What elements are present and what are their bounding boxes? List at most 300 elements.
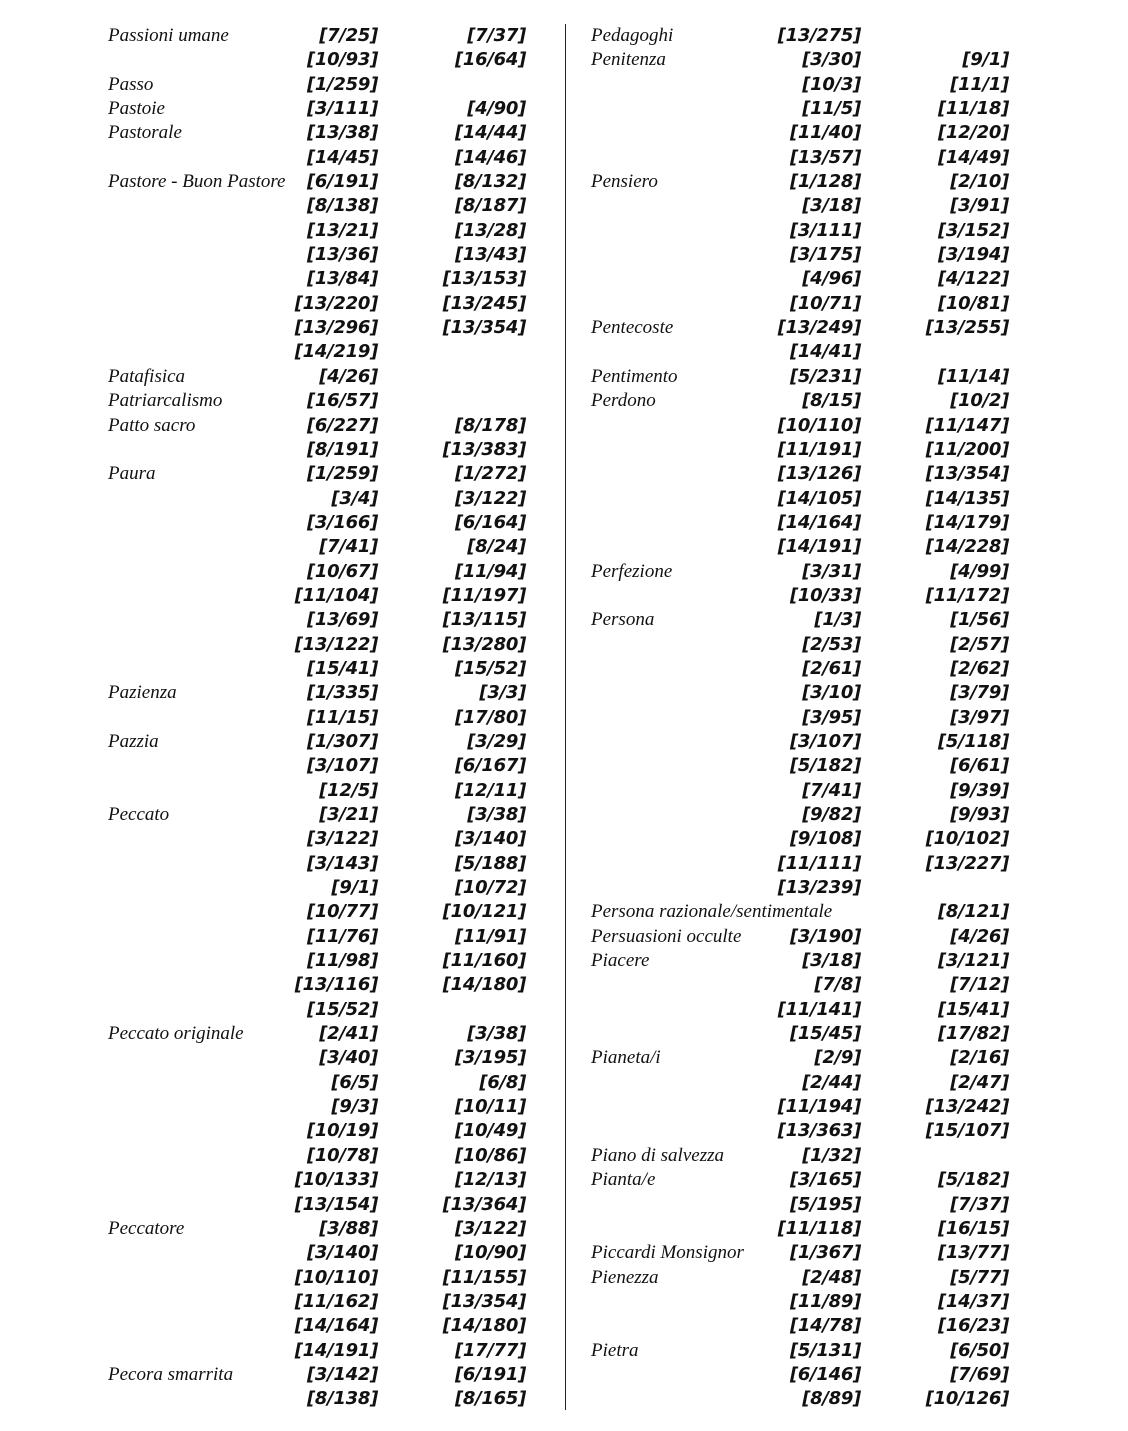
page-reference: [2/9] [814,1047,861,1069]
index-entry-row [108,194,526,218]
index-entry-row [591,1071,1009,1095]
index-entry-row [108,219,526,243]
page-reference: [10/67] [306,560,378,582]
index-entry-row [591,584,1009,608]
index-term: Pastorale [108,122,182,144]
page-reference: [15/41] [306,657,378,679]
page-reference: [11/191] [777,438,861,460]
page-reference: [10/126] [925,1388,1009,1410]
index-term: Persona razionale/sentimentale [591,901,833,923]
page-reference: [13/21] [306,219,378,241]
page-reference: [3/142] [306,1363,378,1385]
index-term: Pazzia [108,730,159,752]
index-entry-row [591,1022,1009,1046]
page-reference: [13/36] [306,244,378,266]
page-reference: [9/93] [950,804,1009,825]
index-entry-row [591,1387,1009,1411]
page-reference: [11/118] [777,1217,861,1239]
page-reference: [13/84] [306,268,378,290]
page-reference: [15/52] [454,657,526,679]
page-reference: [13/116] [294,974,378,996]
page-reference: [11/89] [789,1290,861,1312]
index-term: Piano di salvezza [591,1144,724,1166]
page-reference: [2/47] [950,1071,1009,1093]
page-reference: [7/25] [319,25,378,46]
index-entry-row [591,438,1009,462]
index-entry-row [591,827,1009,851]
page-reference: [13/57] [789,146,861,168]
index-entry-row [591,779,1009,803]
page-reference: [5/188] [454,852,526,874]
page-reference: [14/41] [789,341,861,363]
index-entry-row [108,1046,526,1070]
page-reference: [15/52] [306,998,378,1020]
page-reference: [14/46] [454,146,526,168]
index-term: Perfezione [591,560,673,582]
page-reference: [11/172] [925,584,1009,606]
page-reference: [3/194] [937,244,1009,266]
index-entry-row [108,900,526,924]
page-reference: [3/21] [319,804,378,825]
page-reference: [4/122] [937,268,1009,290]
page-reference: [13/354] [442,317,526,339]
page-reference: [13/242] [925,1096,1009,1118]
page-reference: [13/77] [937,1242,1009,1264]
page-reference: [17/82] [937,1023,1009,1045]
index-entry-row [591,900,1009,924]
index-term: Persona [591,609,655,631]
index-entry-row [108,706,526,730]
page-reference: [2/48] [802,1266,861,1288]
index-entry-row [108,1095,526,1119]
index-entry-row [108,1314,526,1338]
index-entry-row [591,340,1009,364]
page-reference: [3/122] [306,828,378,850]
index-entry-row [108,1168,526,1192]
index-entry-row [591,1241,1009,1265]
page-reference: [3/79] [950,682,1009,704]
page-reference: [10/49] [454,1120,526,1142]
index-entry-row [591,267,1009,291]
page-reference: [11/94] [454,560,526,582]
index-term: Piccardi Monsignor [591,1242,744,1264]
page-reference: [1/259] [306,463,378,485]
page-reference: [11/14] [937,365,1009,387]
page-reference: [7/8] [814,974,861,996]
index-entry-row [591,608,1009,632]
page-reference: [15/41] [937,998,1009,1020]
index-entry-row [108,511,526,535]
page-reference: [11/98] [306,950,378,972]
index-entry-row [591,511,1009,535]
index-term: Pastoie [108,98,165,120]
page-reference: [7/37] [467,25,526,46]
page-reference: [14/105] [777,487,861,509]
page-reference: [13/154] [294,1193,378,1215]
page-reference: [10/19] [306,1120,378,1142]
page-reference: [11/155] [442,1266,526,1288]
index-entry-row [591,389,1009,413]
page-reference: [6/146] [789,1363,861,1385]
page-reference: [7/41] [319,536,378,558]
page-reference: [12/13] [454,1169,526,1191]
index-term: Pedagoghi [591,25,674,46]
index-term: Patriarcalismo [108,390,223,412]
index-entry-row [591,170,1009,194]
index-term: Pietra [591,1339,639,1361]
index-entry-row [591,560,1009,584]
page-reference: [1/128] [789,171,861,193]
page-reference: [12/11] [454,779,526,801]
page-reference: [4/96] [802,268,861,290]
page-reference: [3/30] [802,49,861,71]
page-reference: [11/15] [306,706,378,728]
index-entry-row [108,462,526,486]
page-reference: [11/147] [925,414,1009,436]
page-reference: [10/72] [454,877,526,899]
page-reference: [14/191] [777,536,861,558]
page-reference: [17/80] [454,706,526,728]
page-reference: [10/81] [937,292,1009,314]
page-reference: [13/280] [442,633,526,655]
index-entry-row [108,267,526,291]
index-term: Pazienza [108,682,177,704]
index-entry-row [108,1290,526,1314]
index-entry-row [108,681,526,705]
index-entry-row [108,73,526,97]
index-entry-row [591,1095,1009,1119]
page-reference: [6/50] [950,1339,1009,1361]
index-entry-row [108,560,526,584]
page-reference: [8/89] [802,1388,861,1410]
index-entry-row [591,681,1009,705]
index-entry-row [591,535,1009,559]
page-reference: [13/354] [925,463,1009,485]
page-reference: [14/191] [294,1339,378,1361]
page-reference: [1/56] [950,609,1009,631]
page-reference: [3/166] [306,511,378,533]
page-reference: [13/115] [442,609,526,631]
page-reference: [13/43] [454,244,526,266]
index-entry-row [108,730,526,754]
page-reference: [11/160] [442,950,526,972]
index-entry-row [591,243,1009,267]
index-entry-row [591,1119,1009,1143]
index-entry-row [108,1217,526,1241]
index-term: Penitenza [591,49,666,71]
page-reference: [2/41] [319,1023,378,1045]
page-reference: [12/20] [937,122,1009,144]
index-entry-row [591,754,1009,778]
page-reference: [9/39] [950,779,1009,801]
index-entry-row [591,852,1009,876]
page-reference: [5/131] [789,1339,861,1361]
index-entry-row [591,292,1009,316]
index-entry-row [108,535,526,559]
page-reference: [11/162] [294,1290,378,1312]
page-reference: [13/363] [777,1120,861,1142]
page-reference: [3/140] [306,1242,378,1264]
page-reference: [16/23] [937,1315,1009,1337]
index-term: Paura [108,463,156,485]
index-entry-row [591,1290,1009,1314]
page-reference: [3/4] [331,487,378,509]
index-entry-row [108,243,526,267]
index-entry-row [591,998,1009,1022]
page-reference: [11/197] [442,584,526,606]
index-entry-row [591,462,1009,486]
index-entry-row [591,316,1009,340]
column-divider [565,24,566,1410]
index-term: Pentimento [591,365,678,387]
index-term: Pienezza [591,1266,659,1288]
index-entry-row [108,340,526,364]
page-reference: [8/132] [454,171,526,193]
page-reference: [3/152] [937,219,1009,241]
page-reference: [2/62] [950,657,1009,679]
page-reference: [6/227] [306,414,378,436]
index-term: Patafisica [108,365,186,387]
index-term: Peccato [108,804,170,825]
page-reference: [13/28] [454,219,526,241]
index-entry-row [108,316,526,340]
index-entry-row [591,1314,1009,1338]
page-reference: [15/107] [925,1120,1009,1142]
index-entry-row [108,414,526,438]
page-reference: [10/110] [777,414,861,436]
index-entry-row [591,949,1009,973]
page-reference: [3/165] [789,1169,861,1191]
page-reference: [10/133] [294,1169,378,1191]
index-entry-row [108,973,526,997]
page-reference: [14/180] [442,1315,526,1337]
page-reference: [3/18] [802,950,861,972]
index-entry-row [591,146,1009,170]
index-entry-row [108,438,526,462]
index-entry-row [108,48,526,72]
index-term: Peccato originale [108,1023,244,1045]
page-reference: [3/29] [467,730,526,752]
page-reference: [16/64] [454,49,526,71]
page-reference: [14/45] [306,146,378,168]
index-entry-row [591,657,1009,681]
page-reference: [7/41] [802,779,861,801]
index-entry-row [108,121,526,145]
page-reference: [14/44] [454,122,526,144]
page-reference: [11/104] [294,584,378,606]
index-term: Perdono [591,390,656,412]
page-reference: [3/18] [802,195,861,217]
index-entry-row [108,754,526,778]
page-reference: [3/10] [802,682,861,704]
index-column-right [591,24,1009,1412]
page-reference: [7/69] [950,1363,1009,1385]
page-reference: [5/77] [950,1266,1009,1288]
page-reference: [10/110] [294,1266,378,1288]
index-entry-row [108,1387,526,1411]
index-entry-row [108,1193,526,1217]
index-entry-row [108,146,526,170]
page-reference: [10/77] [306,901,378,923]
index-term: Pastore - Buon Pastore [108,171,286,193]
page-reference: [4/26] [319,365,378,387]
page-reference: [11/91] [454,925,526,947]
page-reference: [6/191] [454,1363,526,1385]
page-reference: [11/141] [777,998,861,1020]
page-reference: [1/307] [306,730,378,752]
page-reference: [2/57] [950,633,1009,655]
page-reference: [13/354] [442,1290,526,1312]
page-reference: [11/200] [925,438,1009,460]
index-term: Passioni umane [108,25,229,46]
page-reference: [3/31] [802,560,861,582]
page-reference: [7/12] [950,974,1009,996]
index-entry-row [591,1363,1009,1387]
page-reference: [13/239] [777,877,861,899]
page-reference: [3/107] [306,755,378,777]
page-reference: [11/111] [777,852,861,874]
index-term: Passo [108,73,154,95]
page-reference: [8/187] [454,195,526,217]
page-reference: [3/91] [950,195,1009,217]
page-reference: [5/195] [789,1193,861,1215]
page-reference: [9/1] [331,877,378,899]
index-entry-row [591,1217,1009,1241]
index-term: Pianeta/i [591,1047,661,1069]
index-entry-row [108,779,526,803]
index-entry-row [108,949,526,973]
index-entry-row [591,121,1009,145]
page-reference: [8/15] [802,390,861,412]
index-entry-row [108,608,526,632]
index-entry-row [108,584,526,608]
page-reference: [13/126] [777,463,861,485]
index-column-left [108,24,526,1412]
index-entry-row [591,973,1009,997]
page-reference: [2/10] [950,171,1009,193]
page-reference: [3/175] [789,244,861,266]
page-reference: [11/5] [802,98,861,120]
page-reference: [10/78] [306,1144,378,1166]
index-term: Piacere [591,950,650,972]
page-reference: [4/90] [467,98,526,120]
index-entry-row [108,1241,526,1265]
index-entry-row [591,73,1009,97]
page-reference: [13/245] [442,292,526,314]
page-reference: [14/135] [925,487,1009,509]
page-reference: [8/138] [306,1388,378,1410]
page-reference: [9/3] [331,1096,378,1118]
page-reference: [3/111] [306,98,378,120]
index-entry-row [591,803,1009,827]
page-reference: [11/40] [789,122,861,144]
index-entry-row [108,97,526,121]
page-reference: [17/77] [454,1339,526,1361]
page-reference: [1/259] [306,73,378,95]
page-reference: [1/3] [814,609,861,631]
page-reference: [11/194] [777,1096,861,1118]
page-reference: [14/78] [789,1315,861,1337]
index-entry-row [108,487,526,511]
page-reference: [3/38] [467,1023,526,1045]
page-reference: [3/40] [319,1047,378,1069]
page-reference: [10/121] [442,901,526,923]
page-reference: [13/383] [442,438,526,460]
page-reference: [10/102] [925,828,1009,850]
index-entry-row [108,170,526,194]
page-reference: [3/195] [454,1047,526,1069]
page-reference: [6/8] [479,1071,526,1093]
page-reference: [14/179] [925,511,1009,533]
page-reference: [5/182] [789,755,861,777]
page-reference: [1/32] [802,1144,861,1166]
page-reference: [13/122] [294,633,378,655]
page-reference: [5/118] [937,730,1009,752]
page-reference: [1/335] [306,682,378,704]
page-reference: [3/95] [802,706,861,728]
index-entry-row [591,487,1009,511]
index-term: Pentecoste [591,317,674,339]
page-reference: [2/53] [802,633,861,655]
page-reference: [11/1] [950,73,1009,95]
page-reference: [14/219] [294,341,378,363]
page-reference: [10/11] [454,1096,526,1118]
page-reference: [5/182] [937,1169,1009,1191]
index-entry-row [591,1339,1009,1363]
page-reference: [3/107] [789,730,861,752]
page-reference: [8/138] [306,195,378,217]
index-entry-row [108,292,526,316]
index-term: Pensiero [591,171,658,193]
page-reference: [13/153] [442,268,526,290]
page-reference: [14/228] [925,536,1009,558]
page-reference: [3/3] [479,682,526,704]
page-reference: [6/61] [950,755,1009,777]
page-reference: [13/220] [294,292,378,314]
page-reference: [14/37] [937,1290,1009,1312]
page-reference: [3/140] [454,828,526,850]
index-entry-row [591,194,1009,218]
index-term: Persuasioni occulte [591,925,742,947]
page-reference: [4/99] [950,560,1009,582]
page-reference: [8/178] [454,414,526,436]
page-reference: [13/249] [777,317,861,339]
index-term: Patto sacro [108,414,196,436]
page-reference: [9/108] [789,828,861,850]
index-entry-row [591,414,1009,438]
page-reference: [10/71] [789,292,861,314]
page-reference: [2/61] [802,657,861,679]
index-entry-row [108,633,526,657]
index-entry-row [108,998,526,1022]
page-reference: [9/1] [962,49,1009,71]
index-entry-row [591,48,1009,72]
page-reference: [1/272] [454,463,526,485]
index-entry-row [591,1046,1009,1070]
page-reference: [16/57] [306,390,378,412]
page-reference: [13/38] [306,122,378,144]
page-reference: [8/24] [467,536,526,558]
index-term: Pecora smarrita [108,1363,234,1385]
page-reference: [11/76] [306,925,378,947]
page-reference: [8/191] [306,438,378,460]
page-reference: [13/364] [442,1193,526,1215]
page-reference: [1/367] [789,1242,861,1264]
page-reference: [3/190] [789,925,861,947]
page-reference: [10/93] [306,49,378,71]
page-reference: [4/26] [950,925,1009,947]
page-reference: [13/227] [925,852,1009,874]
